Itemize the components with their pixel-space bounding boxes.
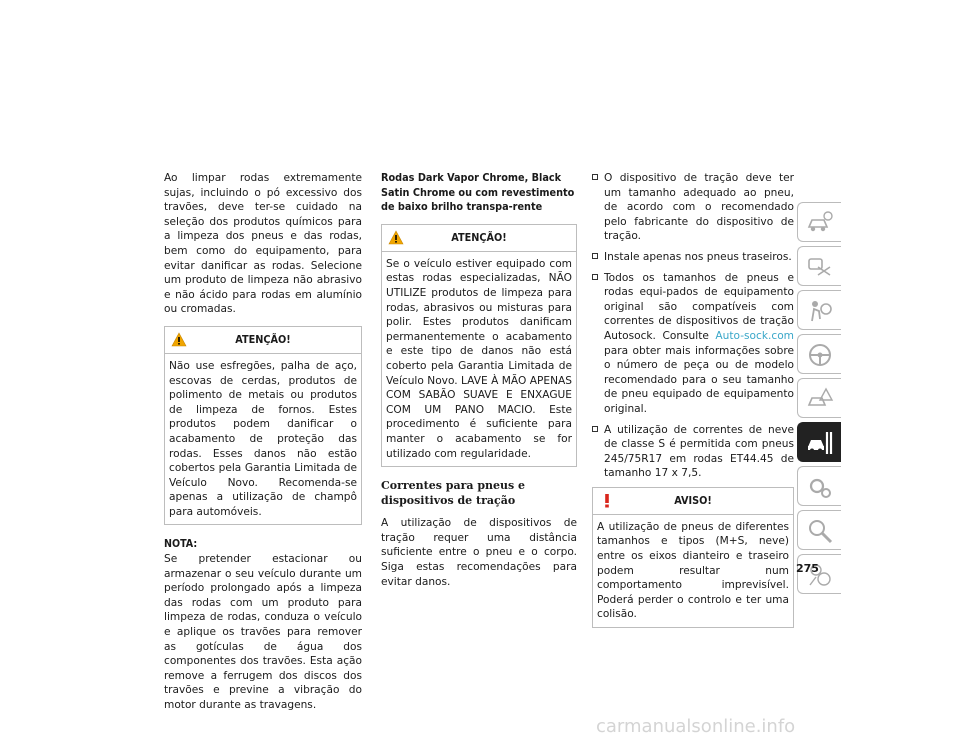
- column-middle: [381, 171, 577, 589]
- car-service-tools-icon: [806, 429, 834, 457]
- wheels-subheading: Rodas Dark Vapor Chrome, Black Satin Chrome ou com revestimento de baixo brilho transpa-rente: [381, 171, 575, 214]
- warning-text: Não use esfregões, palha de aço, escovas de cerdas, produtos de polimento de metais ou produtos de limpeza de fornos. Estes produtos podem danificar o acabamento de proteção das rodas. Esses danos não estão cobertos pela Garantia Limitada de Veículo Novo. Recomenda-se apenas a utilização de champô para automóveis.: [169, 359, 357, 518]
- autosock-link[interactable]: Auto-sock.com: [715, 329, 794, 342]
- tab-servicing-maintenance[interactable]: [797, 422, 841, 462]
- list-item: Todos os tamanhos de pneus e rodas equi-pados de equipamento original são compatíveis com correntes de dispositivos de tração Autosock. Consulte Auto-sock.com para obter mais informações sobre o número de peça ou de modelo recomendado para o seu tamanho de pneu equipado de equipamento original.: [592, 271, 794, 417]
- warning-box-middle: [381, 224, 577, 467]
- warning-header: [165, 327, 361, 354]
- warning-triangle-icon: [388, 230, 404, 245]
- page-number: 275: [796, 562, 819, 575]
- car-info-icon: [806, 209, 834, 237]
- tab-safety[interactable]: [797, 290, 841, 330]
- column-left: [164, 171, 362, 713]
- warning-box-left: [164, 326, 362, 526]
- intro-paragraph: Ao limpar rodas extremamente sujas, incluindo o pó excessivo dos travões, deve ter-se cuidado na seleção dos produtos químicos para a limpeza dos pneus e das rodas, bem como do equipamento, para evitar danificar as rodas. Selecione um produto de limpeza não abrasivo e não ácido para rodas em alumínio ou cromadas.: [164, 172, 362, 316]
- bullet-square-icon: [592, 253, 598, 259]
- chains-paragraph: A utilização de dispositivos de tração requer uma distância suficiente entre o pneu e o corpo. Siga estas recomendações para evitar danos.: [381, 517, 577, 588]
- note-title: NOTA:: [164, 538, 198, 551]
- tab-index[interactable]: [797, 510, 841, 550]
- column-right: [592, 171, 794, 640]
- bullet-square-icon: [592, 274, 598, 280]
- airbag-safety-icon: [806, 297, 834, 325]
- gears-specs-icon: [806, 473, 834, 501]
- list-item: Instale apenas nos pneus traseiros.: [592, 250, 794, 265]
- car-hazard-icon: [806, 385, 834, 413]
- warning-text: Se o veículo estiver equipado com estas rodas especializadas, NÃO UTILIZE produtos de limpeza para rodas, abrasivos ou misturas para polir. Estes produtos danificam permanentemente o acabamento e este tipo de danos não está coberto pela Garantia Limitada de Veículo Novo. LAVE À MÃO APENAS COM SABÃO SUAVE E ENXAGUE COM UM PANO MACIO. Este procedimento é suficiente para manter o acabamento se for utilizado com regularidade.: [386, 257, 572, 460]
- tab-technical-specs[interactable]: [797, 466, 841, 506]
- chapter-tabs: [797, 202, 841, 598]
- section-heading-chains: Correntes para pneus e dispositivos de tração: [381, 479, 526, 507]
- notice-text: A utilização de pneus de diferentes tamanhos e tipos (M+S, neve) entre os eixos dianteiro e traseiro podem resultar num comportamento imprevisível. Poderá perder o controlo e ter uma colisão.: [597, 520, 789, 621]
- list-item: A utilização de correntes de neve de classe S é permitida com pneus 245/75R17 em rodas ET44.45 de tamanho 17 x 7,5.: [592, 423, 794, 481]
- recommendations-list: [592, 171, 794, 481]
- exclamation-icon: [599, 493, 615, 508]
- bullet-square-icon: [592, 426, 598, 432]
- tab-emergency[interactable]: [797, 378, 841, 418]
- warning-title: ATENÇÃO!: [451, 230, 507, 244]
- tab-dashboard-messages[interactable]: [797, 246, 841, 286]
- note-text: Se pretender estacionar ou armazenar o seu veículo durante um período prolongado após a limpeza das rodas com um produto para limpeza de rodas, conduza o veículo e aplique os travões para remover as gotículas de água dos componentes dos travões. Esta ação remove a ferrugem dos discos dos travões e previne a vibração do motor durante as travagens.: [164, 553, 362, 711]
- notice-box: [592, 487, 794, 628]
- list-item: O dispositivo de tração deve ter um tamanho adequado ao pneu, de acordo com o recomendado pelo fabricante do dispositivo de tração.: [592, 171, 794, 244]
- warning-header: [382, 225, 576, 252]
- tab-car-info[interactable]: [797, 202, 841, 242]
- tab-driving[interactable]: [797, 334, 841, 374]
- notice-header: [593, 488, 793, 515]
- warning-title: ATENÇÃO!: [235, 332, 291, 346]
- warning-triangle-icon: [171, 332, 187, 347]
- magnifier-index-icon: [806, 517, 834, 545]
- dashboard-message-icon: [806, 253, 834, 281]
- bullet-square-icon: [592, 174, 598, 180]
- watermark-text: carmanualsonline.info: [596, 716, 796, 737]
- steering-wheel-icon: [806, 341, 834, 369]
- notice-title: AVISO!: [674, 493, 712, 507]
